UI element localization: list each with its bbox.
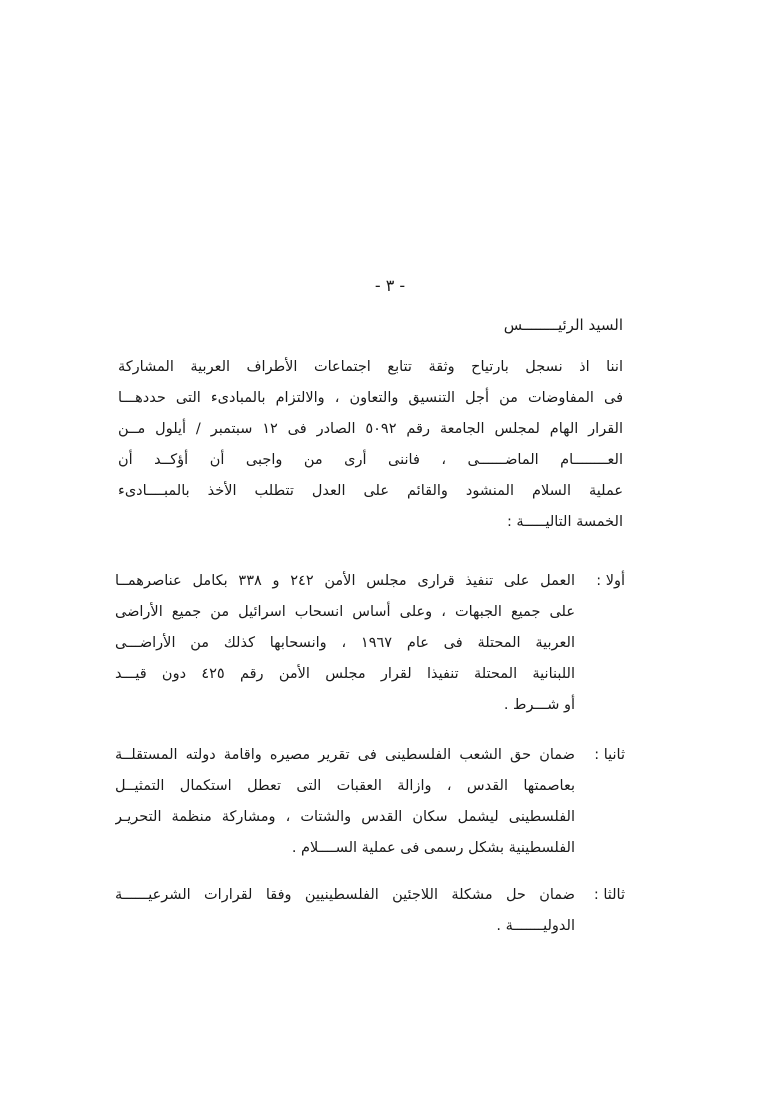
- item-label: ثالثا :: [593, 887, 625, 903]
- salutation: السيد الرئيــــــــس: [503, 316, 623, 334]
- item-line: ضمان حق الشعب الفلسطينى فى تقرير مصيره واقامة دولته المستقلــة: [115, 747, 575, 763]
- item-line: الفلسطينى ليشمل سكان القدس والشتات ، ومشاركة منظمة التحريـر: [115, 809, 575, 825]
- item-line: بعاصمتها القدس ، وازالة العقبات التى تعطل استكمال التمثيــل: [115, 778, 575, 794]
- item-label: ثانيا :: [594, 747, 625, 763]
- item-line: أو شـــرط .: [503, 697, 575, 713]
- intro-line: فى المفاوضات من أجل التنسيق والتعاون ، والالتزام بالمبادىء التى حددهـــا: [118, 390, 623, 406]
- item-line: على جميع الجبهات ، وعلى أساس انسحاب اسرائيل من جميع الأراضى: [115, 604, 575, 620]
- intro-line: العــــــــام الماضــــــى ، فاننى أرى من واجبى أن أؤكــد أن: [118, 452, 623, 468]
- item-line: العمل على تنفيذ قرارى مجلس الأمن ٢٤٢ و ٣٣٨ بكامل عناصرهمــا: [115, 573, 575, 589]
- intro-line: القرار الهام لمجلس الجامعة رقم ٥٠٩٢ الصادر فى ١٢ سبتمبر / أيلول مــن: [118, 421, 623, 437]
- principle-item-1: [115, 566, 625, 721]
- principle-item-2: [115, 740, 625, 864]
- item-line: الفلسطينية بشكل رسمى فى عملية الســــلام .: [291, 840, 575, 856]
- item-label: أولا :: [596, 573, 625, 589]
- item-line: ضمان حل مشكلة اللاجئين الفلسطينيين وفقا لقرارات الشرعيــــــة: [115, 887, 575, 903]
- intro-line: الخمسة التاليـــــة :: [506, 514, 623, 530]
- intro-line: عملية السلام المنشود والقائم على العدل تتطلب الأخذ بالمبــــادىء: [118, 483, 623, 499]
- page-number: - ٣ -: [374, 276, 406, 295]
- intro-paragraph: [118, 352, 623, 538]
- item-line: اللبنانية المحتلة تنفيذا لقرار مجلس الأمن رقم ٤٢٥ دون قيـــد: [115, 666, 575, 682]
- principle-item-3: [115, 880, 625, 942]
- intro-line: اننا اذ نسجل بارتياح وثقة تتابع اجتماعات الأطراف العربية المشاركة: [118, 359, 623, 375]
- item-line: العربية المحتلة فى عام ١٩٦٧ ، وانسحابها كذلك من الأراضـــى: [115, 635, 575, 651]
- item-line: الدوليـــــــة .: [496, 918, 575, 934]
